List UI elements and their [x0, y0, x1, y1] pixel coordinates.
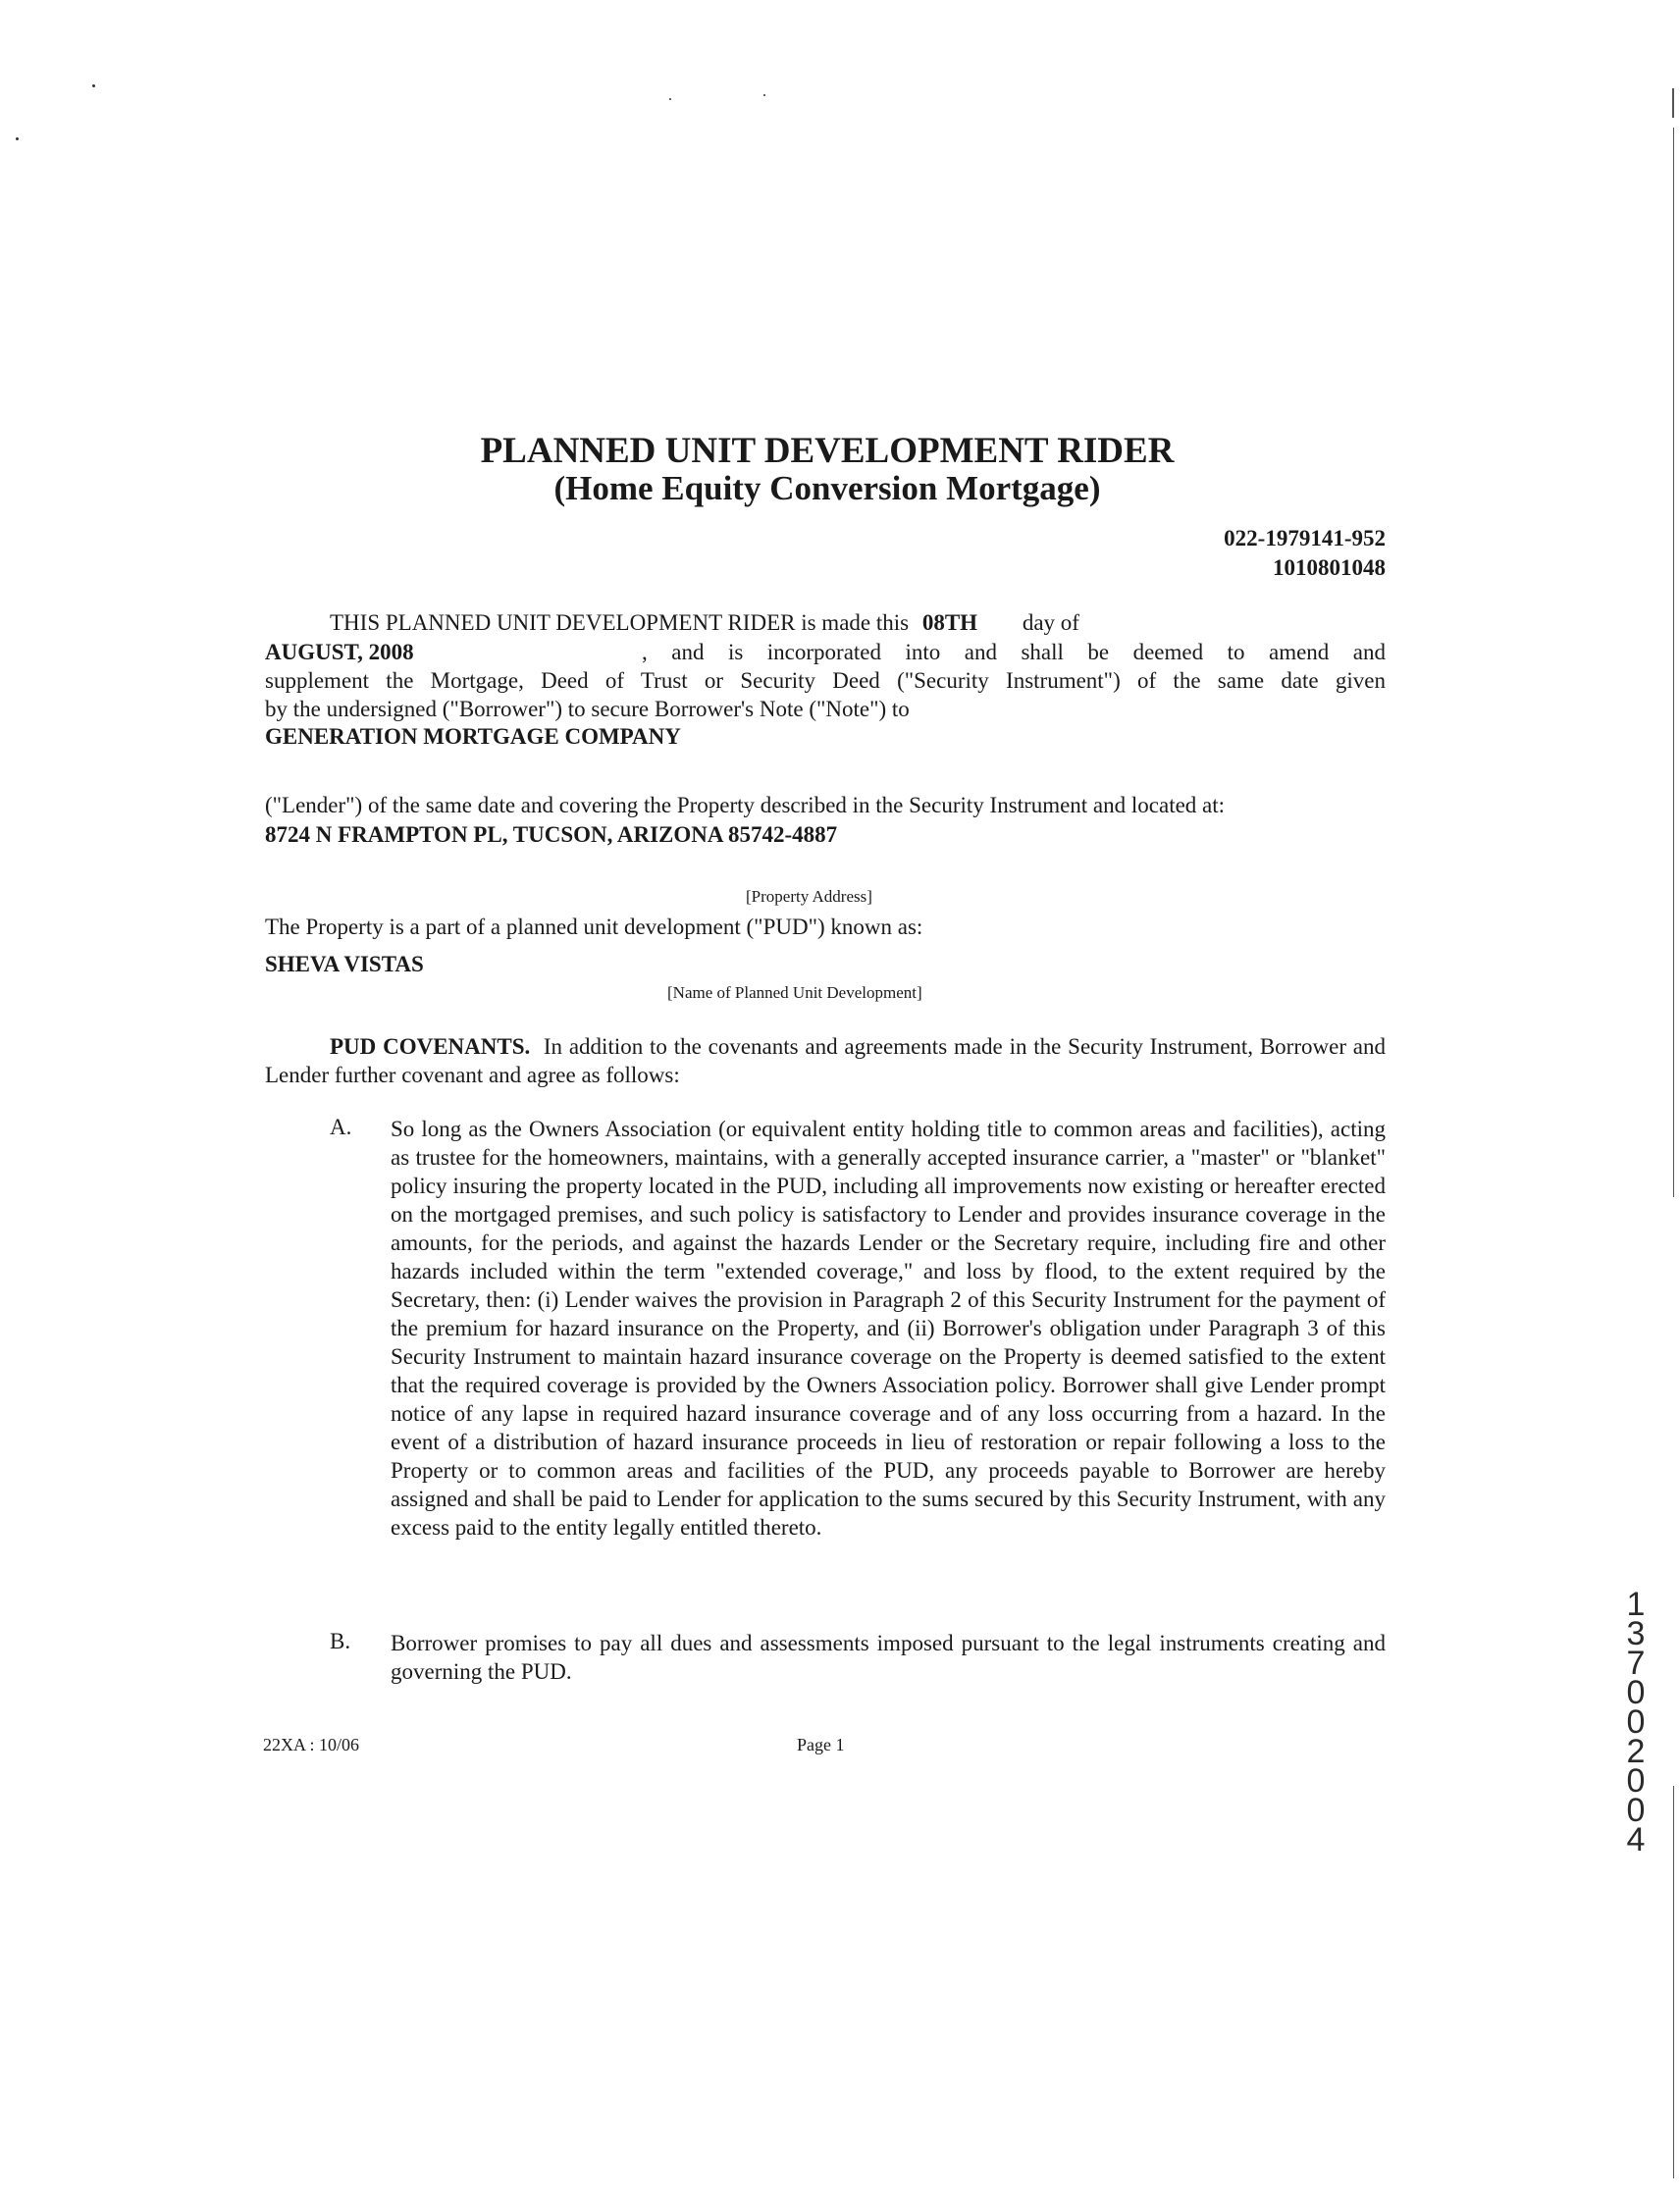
- intro-line-3: supplement the Mortgage, Deed of Trust or Security Deed ("Security Instrument") of the same date given: [265, 668, 1386, 693]
- intro-line-2: [265, 638, 1386, 666]
- loan-number: 022-1979141-952: [1224, 526, 1386, 550]
- recording-stamp: 1370 02004: [1626, 1586, 1646, 1858]
- scan-speck: [669, 98, 671, 100]
- property-address-label: [Property Address]: [746, 887, 872, 906]
- footer-page-number: Page 1: [797, 1735, 845, 1754]
- lender-name: GENERATION MORTGAGE COMPANY: [265, 724, 681, 749]
- intro-line-2-rest: , and is incorporated into and shall be deemed to amend and: [642, 640, 1386, 664]
- intro-day-of: day of: [1022, 610, 1079, 635]
- footer-form-number: 22XA : 10/06: [263, 1735, 360, 1754]
- pud-name-label: [Name of Planned Unit Development]: [667, 983, 922, 1002]
- scan-edge-line: [1673, 1786, 1674, 2178]
- scan-speck: [763, 94, 765, 96]
- covenant-text: Borrower promises to pay all dues and assessments imposed pursuant to the legal instruments creating and governing the PUD.: [391, 1631, 1386, 1684]
- intro-prefix: THIS PLANNED UNIT DEVELOPMENT RIDER is made this: [330, 610, 910, 635]
- scan-speck: [92, 84, 95, 87]
- covenant-letter: B.: [330, 1629, 351, 1653]
- property-address: 8724 N FRAMPTON PL, TUCSON, ARIZONA 85742-4887: [265, 822, 838, 847]
- covenants-heading: PUD COVENANTS.: [330, 1034, 531, 1059]
- covenant-letter: A.: [330, 1115, 352, 1139]
- intro-line-1: [330, 608, 1079, 637]
- covenant-text: So long as the Owners Association (or equivalent entity holding title to common areas and facilities), acting as trustee for the homeowners, maintains, with a generally accepted insurance carrier, a "master" or "blanket" policy insuring the property located in the PUD, including all improvements now existing or hereafter erected on the mortgaged premises, and such policy is satisfactory to Lender and provides insurance coverage in the amounts, for the periods, and against the hazards Lender or the Secretary require, including fire and other hazards included within the term "extended coverage," and loss by flood, to the extent required by the Secretary, then: (i) Lender waives the provision in Paragraph 2 of this Security Instrument for the payment of the premium for hazard insurance on the Property, and (ii) Borrower's obligation under Paragraph 3 of this Security Instrument to maintain hazard insurance coverage on the Property is deemed satisfied to the extent that the required coverage is provided by the Owners Association policy. Borrower shall give Lender prompt notice of any lapse in required hazard insurance coverage and of any loss occurring from a hazard. In the event of a distribution of hazard insurance proceeds in lieu of restoration or repair following a loss to the Property or to common areas and facilities of the PUD, any proceeds payable to Borrower are hereby assigned and shall be paid to Lender for application to the sums secured by this Security Instrument, with any excess paid to the entity legally entitled thereto.: [391, 1117, 1386, 1540]
- document-subtitle: (Home Equity Conversion Mortgage): [553, 469, 1101, 507]
- intro-month-year: AUGUST, 2008: [265, 640, 414, 664]
- scan-speck: [16, 137, 19, 140]
- intro-day: 08TH: [921, 610, 978, 635]
- scan-edge-line: [1673, 128, 1674, 1197]
- intro-line-4: by the undersigned ("Borrower") to secure Borrower's Note ("Note") to: [265, 697, 910, 721]
- covenants-intro-text: In addition to the covenants and agreements made in the Security Instrument, Borrower and Lender further covenant and agree as follows:: [265, 1034, 1386, 1087]
- lender-line: ("Lender") of the same date and covering the Property described in the Security Instrument and located at:: [265, 793, 1226, 817]
- reference-number: 1010801048: [1273, 555, 1386, 580]
- pud-name: SHEVA VISTAS: [265, 952, 424, 976]
- document-title: PLANNED UNIT DEVELOPMENT RIDER: [480, 431, 1175, 471]
- pud-intro: The Property is a part of a planned unit development ("PUD") known as:: [265, 915, 923, 939]
- scan-edge-line: [1672, 88, 1674, 118]
- covenants-intro: [265, 1032, 1386, 1089]
